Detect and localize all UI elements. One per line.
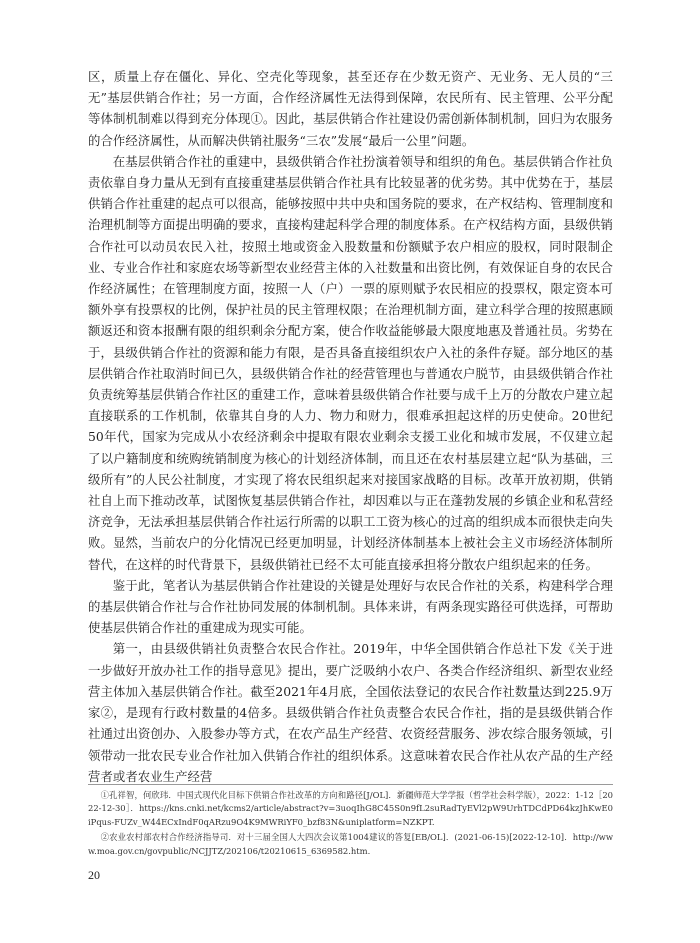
footnote-1: ①孔祥智，何欣玮．中国式现代化目标下供销合作社改革的方向和路径[J/OL]．新疆师范大学学报（哲学社会科学版），2022：1-12［2022-12-30］．https://kns.cnki.net/kcms2/article/abstract?v=3uoqIhG8C45S0n9fL2suRadTyEVl2pW9UrhTDCdPD64kzJhKwE0iPqus-FUZv_W44ECxIndF0qARzu9O4K9MWRiYF0_bzf83N&uniplatform=NZKPT.: [88, 790, 613, 827]
footnote-divider: [88, 784, 613, 785]
paragraph-4: 第一，由县级供销社负责整合农民合作社。2019年，中华全国供销合作总社下发《关于进一步做好开放办社工作的指导意见》提出，要广泛吸纳小农户、各类合作经济组织、新型农业经营主体加入基层供销合作社。截至2021年4月底，全国依法登记的农民合作社数量达到225.9万家②，是现有行政村数量的4倍多。县级供销合作社负责整合农民合作社，指的是县级供销合作社通过出资创办、入股参办等方式，在农产品生产经营、农资经营服务、涉农综合服务领域，引领带动一批农民专业合作社加入供销合作社的组织体系。这意味着农民合作社从农产品的生产经营者或者农业生产经营: [88, 641, 613, 784]
footnote-2: ②农业农村部农村合作经济指导司．对十三届全国人大四次会议第1004建议的答复[EB/OL]．(2021-06-15)[2022-12-10]．http://www.moa.gov.cn/govpublic/NCJJTZ/202106/t20210615_6369582.htm.: [88, 832, 613, 856]
page-body: [88, 66, 613, 784]
body-text: [88, 66, 613, 784]
paragraph-1: 区，质量上存在僵化、异化、空壳化等现象，甚至还存在少数无资产、无业务、无人员的“三无”基层供销合作社；另一方面，合作经济属性无法得到保障，农民所有、民主管理、公平分配等体制机制难以得到充分体现①。因此，基层供销合作社建设仍需创新体制机制，回归为农服务的合作经济属性，从而解决供销社服务“三农”发展“最后一公里”问题。: [88, 69, 613, 148]
paragraph-3: 鉴于此，笔者认为基层供销合作社建设的关键是处理好与农民合作社的关系，构建科学合理的基层供销合作社与合作社协同发展的体制机制。具体来讲，有两条现实路径可供选择，可帮助使基层供销合作社的重建成为现实可能。: [88, 577, 613, 636]
paragraph-2: 在基层供销合作社的重建中，县级供销合作社扮演着领导和组织的角色。基层供销合作社负责依靠自身力量从无到有直接重建基层供销合作社具有比较显著的优劣势。其中优势在于，基层供销合作社重建的起点可以很高，能够按照中共中央和国务院的要求，在产权结构、管理制度和治理机制等方面提出明确的要求，直接构建起科学合理的制度体系。在产权结构方面，县级供销合作社可以动员农民入社，按照土地或资金入股数量和份额赋予农户相应的股权，同时限制企业、专业合作社和家庭农场等新型农业经营主体的入社数量和出资比例，有效保证自身的农民合作经济属性；在管理制度方面，按照一人（户）一票的原则赋予农民相应的投票权，限定资本可额外享有投票权的比例，保护社员的民主管理权限；在治理机制方面，建立科学合理的按照惠顾额返还和资本报酬有限的组织剩余分配方案，使合作收益能够最大限度地惠及普通社员。劣势在于，县级供销合作社的资源和能力有限，是否具备直接组织农户入社的条件存疑。部分地区的基层供销合作社取消时间已久，县级供销合作社的经营管理也与普通农户脱节，由县级供销合作社负责统筹基层供销合作社区的重建工作，意味着县级供销合作社要与成千上万的分散农户建立起直接联系的工作机制，依靠其自身的人力、物力和财力，很难承担起这样的历史使命。20世纪50年代，国家为完成从小农经济剩余中提取有限农业剩余支援工业化和城市发展，不仅建立起了以户籍制度和统购统销制度为核心的计划经济体制，而且还在农村基层建立起“队为基础，三级所有”的人民公社制度，才实现了将农民组织起来对接国家战略的目标。改革开放初期，供销社自上而下推动改革，试图恢复基层供销合作社，却因难以与正在蓬勃发展的乡镇企业和私营经济竞争，无法承担基层供销合作社运行所需的以职工工资为核心的过高的组织成本而很快走向失败。显然，当前农户的分化情况已经更加明显，计划经济体制基本上被社会主义市场经济体制所替代，在这样的时代背景下，县级供销社已经不太可能直接承担将分散农户组织起来的任务。: [88, 153, 613, 572]
page-number: 20: [88, 868, 100, 882]
footnotes: [88, 789, 613, 860]
